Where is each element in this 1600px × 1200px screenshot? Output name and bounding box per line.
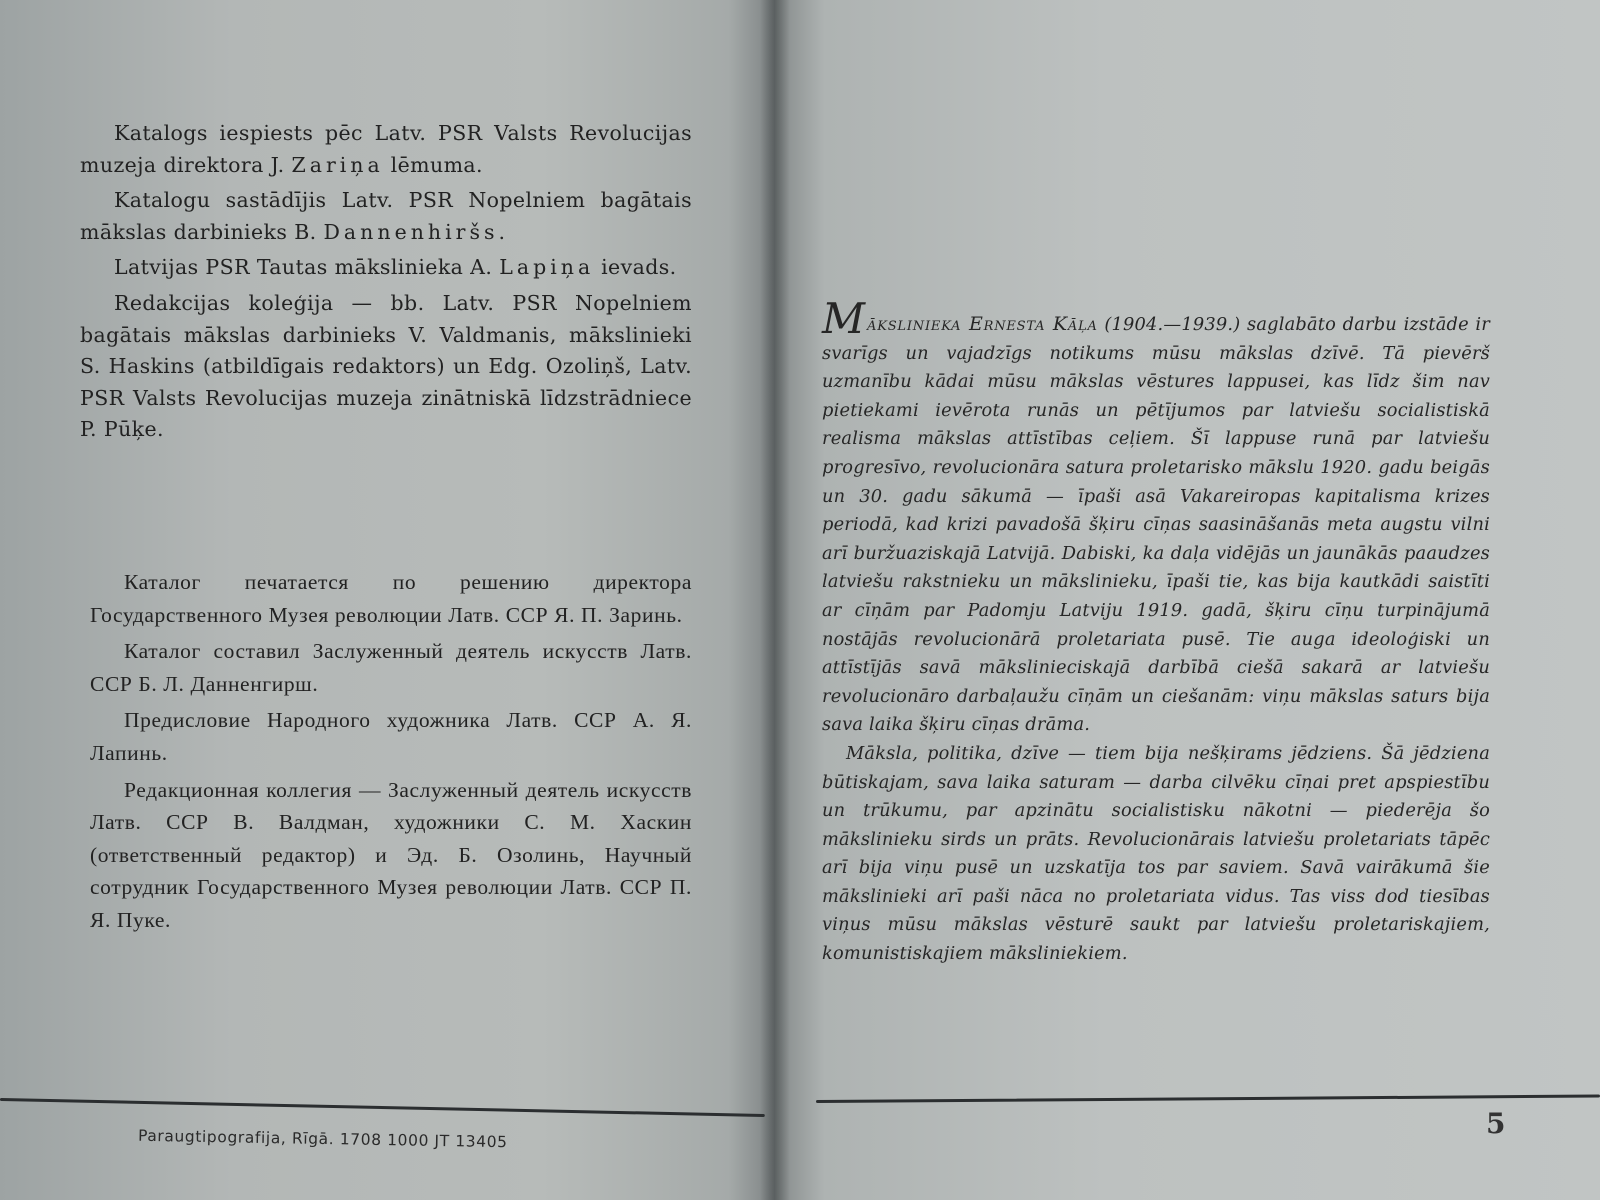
page-number: 5 [1486, 1107, 1506, 1140]
printer-imprint: Paraugtipografija, Rīgā. 1708 1000 JT 13405 [137, 1126, 508, 1152]
intro-paragraph-2: Māksla, politika, dzīve — tiem bija nešķirams jēdziens. Šā jēdziena būtiskajam, sava laika saturam — darba cilvēku cīņai pret apspiestību un trūkumu, par apzinātu socialistisku nākotni — piederēja šo mākslinieku sirds un prāts. Revolucionārais latviešu proletariats tāpēc arī bija viņu pusē un uzskatīja tos par saviem. Savā vairākumā šie mākslinieki arī paši nāca no proletariata vidus. Tas viss dod tiesības viņus mūsu mākslas vēsturē saukt par latviešu proletariskajiem, komunistiskajiem māksliniekiem. [822, 742, 1490, 965]
credit-editorial-board: Redakcijas koleģija — bb. Latv. PSR Nopelniem bagātais mākslas darbinieks V. Valdmanis, mākslinieki S. Haskins (atbildīgais redaktors) un Edg. Ozoliņš, Latv. PSR Valsts Revolucijas muzeja zinātniskā līdzstrādniece P. Pūķe. [80, 290, 692, 442]
ru-credit-compiler: Каталог составил Заслуженный деятель искусств Латв. ССР Б. Л. Данненгирш. [90, 639, 692, 696]
latvian-credits [80, 118, 692, 450]
credit-compiler: Katalogu sastādījis Latv. PSR Nopelniem bagātais mākslas darbinieks B. Dannenhiršs. [80, 188, 692, 244]
ru-credit-publication-decision: Каталог печатается по решению директора Государственного Музея революции Латв. ССР Я. П. Заринь. [90, 570, 692, 627]
russian-credits [90, 566, 692, 941]
intro-paragraph-1: Mākslinieka Ernesta Kāļa (1904.—1939.) saglabāto darbu izstāde ir svarīgs un vajadzīgs notikums mūsu mākslas dzīvē. Tā pievērš uzmanību kādai mūsu mākslas vēstures lappusei, kas līdz šim nav pietiekami ievērota runās un pētījumos par latviešu socialistiskā realisma mākslas attīstības ceļiem. Šī lappuse runā par latviešu progresīvo, revolucionāra satura proletarisko mākslu 1920. gadu beigās un 30. gadu sākumā — īpaši asā Vakareiropas kapitalisma krizes periodā, kad krizi pavadošā šķiru cīņas saasināšanās meta augstu vilni arī buržuaziskajā Latvijā. Dabiski, ka daļa vidējās un jaunākās paaudzes latviešu rakstnieku un mākslinieku, īpaši tie, kas bija kautkādi saistīti ar cīņām par Padomju Latviju 1919. gadā, šķiru cīņu turpinājumā nostājās revolucionārā proletariata pusē. Tie auga ideoloģiski un attīstījās savā mākslinieciskajā darbībā ciešā sakarā ar latviešu revolucionāro darbaļaužu cīņām un ciešanām: viņu mākslas saturs bija sava laika šķiru cīņas drāma. [822, 294, 1490, 736]
intro-heading: ākslinieka Ernesta Kāļa [867, 313, 1098, 335]
credit-introduction: Latvijas PSR Tautas mākslinieka A. Lapiņa ievads. [114, 255, 677, 280]
drop-cap: M [822, 294, 866, 343]
book-gutter [760, 0, 790, 1200]
ru-credit-editorial-board: Редакционная коллегия — Заслуженный деятель искусств Латв. ССР В. Валдман, художники С. М. Хаскин (ответственный редактор) и Эд. Б. Озолинь, Научный сотрудник Государственного Музея революции Латв. ССР П. Я. Пуке. [90, 777, 692, 932]
spaced-name: Dannenhiršs [323, 219, 499, 244]
credit-publication-decision: Katalogs iespiests pēc Latv. PSR Valsts Revolucijas muzeja direktora J. Zariņa lēmuma. [80, 121, 692, 177]
ru-credit-introduction: Предисловие Народного художника Латв. ССР А. Я. Лапинь. [90, 708, 692, 765]
introduction-text [822, 294, 1490, 969]
spaced-name: Zariņa [291, 152, 384, 177]
spaced-name: Lapiņa [499, 255, 595, 280]
